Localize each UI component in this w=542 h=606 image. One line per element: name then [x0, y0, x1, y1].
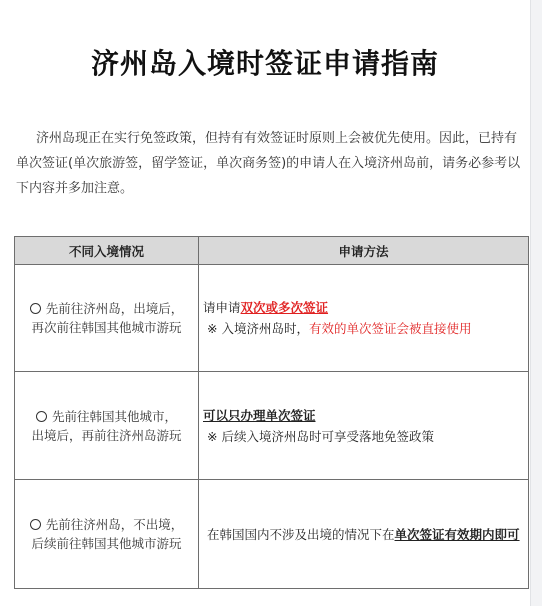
method-highlight-end: 内即可: [482, 526, 520, 542]
table-row: [15, 372, 529, 480]
situation-line-2: 再次前往韩国其他城市游玩: [31, 320, 182, 335]
note-warning: 有效的单次签证会被直接使用: [308, 321, 472, 336]
situation-line-2: 后续前往韩国其他城市游玩: [31, 536, 182, 551]
method-prefix: 请申请: [203, 300, 241, 315]
page-title: 济州岛入境时签证申请指南: [90, 47, 439, 80]
situation-cell: [15, 372, 199, 480]
note-text: ※ 后续入境济州岛时可享受落地免签政策: [207, 428, 434, 444]
circle-bullet-icon: [30, 303, 41, 314]
method-highlight: 可以只办理单次签证: [203, 407, 316, 423]
header-situation: 不同入境情况: [15, 237, 199, 265]
situation-line-1: 先前往济州岛，不出境，: [45, 517, 184, 532]
intro-text: 济州岛现正在实行免签政策，但持有有效签证时原则上会被优先使用。因此，已持有单次签证(单次旅游签，留学签证，单次商务签)的申请人在入境济州岛前，请务必参考以下内容并多加注意。: [16, 131, 521, 196]
method-cell: [199, 372, 529, 480]
situation-cell: [15, 265, 199, 372]
method-highlight: 双次或多次签证: [240, 300, 329, 315]
table-row: [15, 265, 529, 372]
method-cell: [199, 265, 529, 372]
header-method: 申请方法: [199, 237, 529, 265]
method-highlight: 单次签证有效期: [394, 526, 483, 542]
method-prefix: 在韩国国内不涉及出境的情况下在: [207, 526, 395, 542]
situation-line-1: 先前往韩国其他城市，: [51, 408, 177, 424]
visa-guide-table: [14, 236, 529, 589]
note-prefix: ※ 入境济州岛时，: [207, 321, 309, 336]
situation-line-1: 先前往济州岛，出境后，: [45, 301, 184, 316]
method-cell: [199, 480, 529, 589]
situation-line-2: 出境后，再前往济州岛游玩: [31, 427, 182, 443]
circle-bullet-icon: [30, 519, 41, 530]
circle-bullet-icon: [36, 411, 47, 422]
situation-cell: [15, 480, 199, 589]
intro-paragraph: [16, 126, 524, 201]
table-header-row: [15, 237, 529, 265]
table-row: [15, 480, 529, 589]
